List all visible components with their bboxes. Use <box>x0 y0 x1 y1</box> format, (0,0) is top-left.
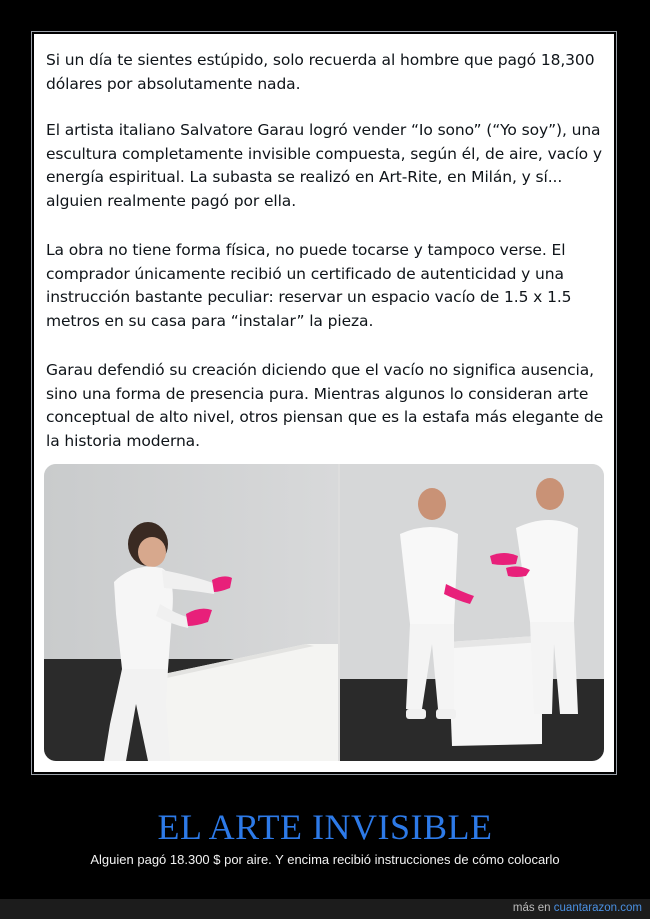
photo-right-illustration <box>340 464 604 761</box>
site-footer <box>0 899 650 919</box>
photo-performers-pedestal[interactable] <box>340 464 604 761</box>
tweet-paragraph-4: Garau defendió su creación diciendo que el vacío no significa ausencia, sino una forma de presencia pura. Mientras algunos lo consideran arte conceptual de alto nivel, otros piensan que es la estafa más elegante de la historia moderna. <box>46 361 604 450</box>
post-headline: EL ARTE INVISIBLE <box>157 807 493 847</box>
tweet-card <box>34 34 614 772</box>
photo-artist-gesturing[interactable] <box>44 464 338 761</box>
tweet-paragraph-1: Si un día te sientes estúpido, solo recuerda al hombre que pagó 18,300 dólares por absolutamente nada. <box>46 51 595 93</box>
tweet-paragraph-3: La obra no tiene forma física, no puede tocarse y tampoco verse. El comprador únicamente recibió un certificado de autenticidad y una instrucción bastante peculiar: reservar un espacio vacío de 1.5 x 1.5 metros en su casa para “instalar” la pieza. <box>46 241 572 330</box>
tweet-photos[interactable] <box>44 464 604 761</box>
post-subline: Alguien pagó 18.300 $ por aire. Y encima recibió instrucciones de cómo colocarlo <box>90 852 560 867</box>
photo-left-illustration <box>44 464 338 761</box>
footer-text <box>513 902 642 914</box>
footer-prefix: más en <box>512 902 551 914</box>
footer-site-link[interactable]: cuantarazon.com <box>553 902 642 914</box>
tweet-paragraph-2: El artista italiano Salvatore Garau logró vender “Io sono” (“Yo soy”), una escultura completamente invisible compuesta, según él, de aire, vacío y energía espiritual. La subasta se realizó en Art-Rite, en Milán, y sí... alguien realmente pagó por ella. <box>46 121 602 210</box>
post-frame <box>31 31 617 775</box>
